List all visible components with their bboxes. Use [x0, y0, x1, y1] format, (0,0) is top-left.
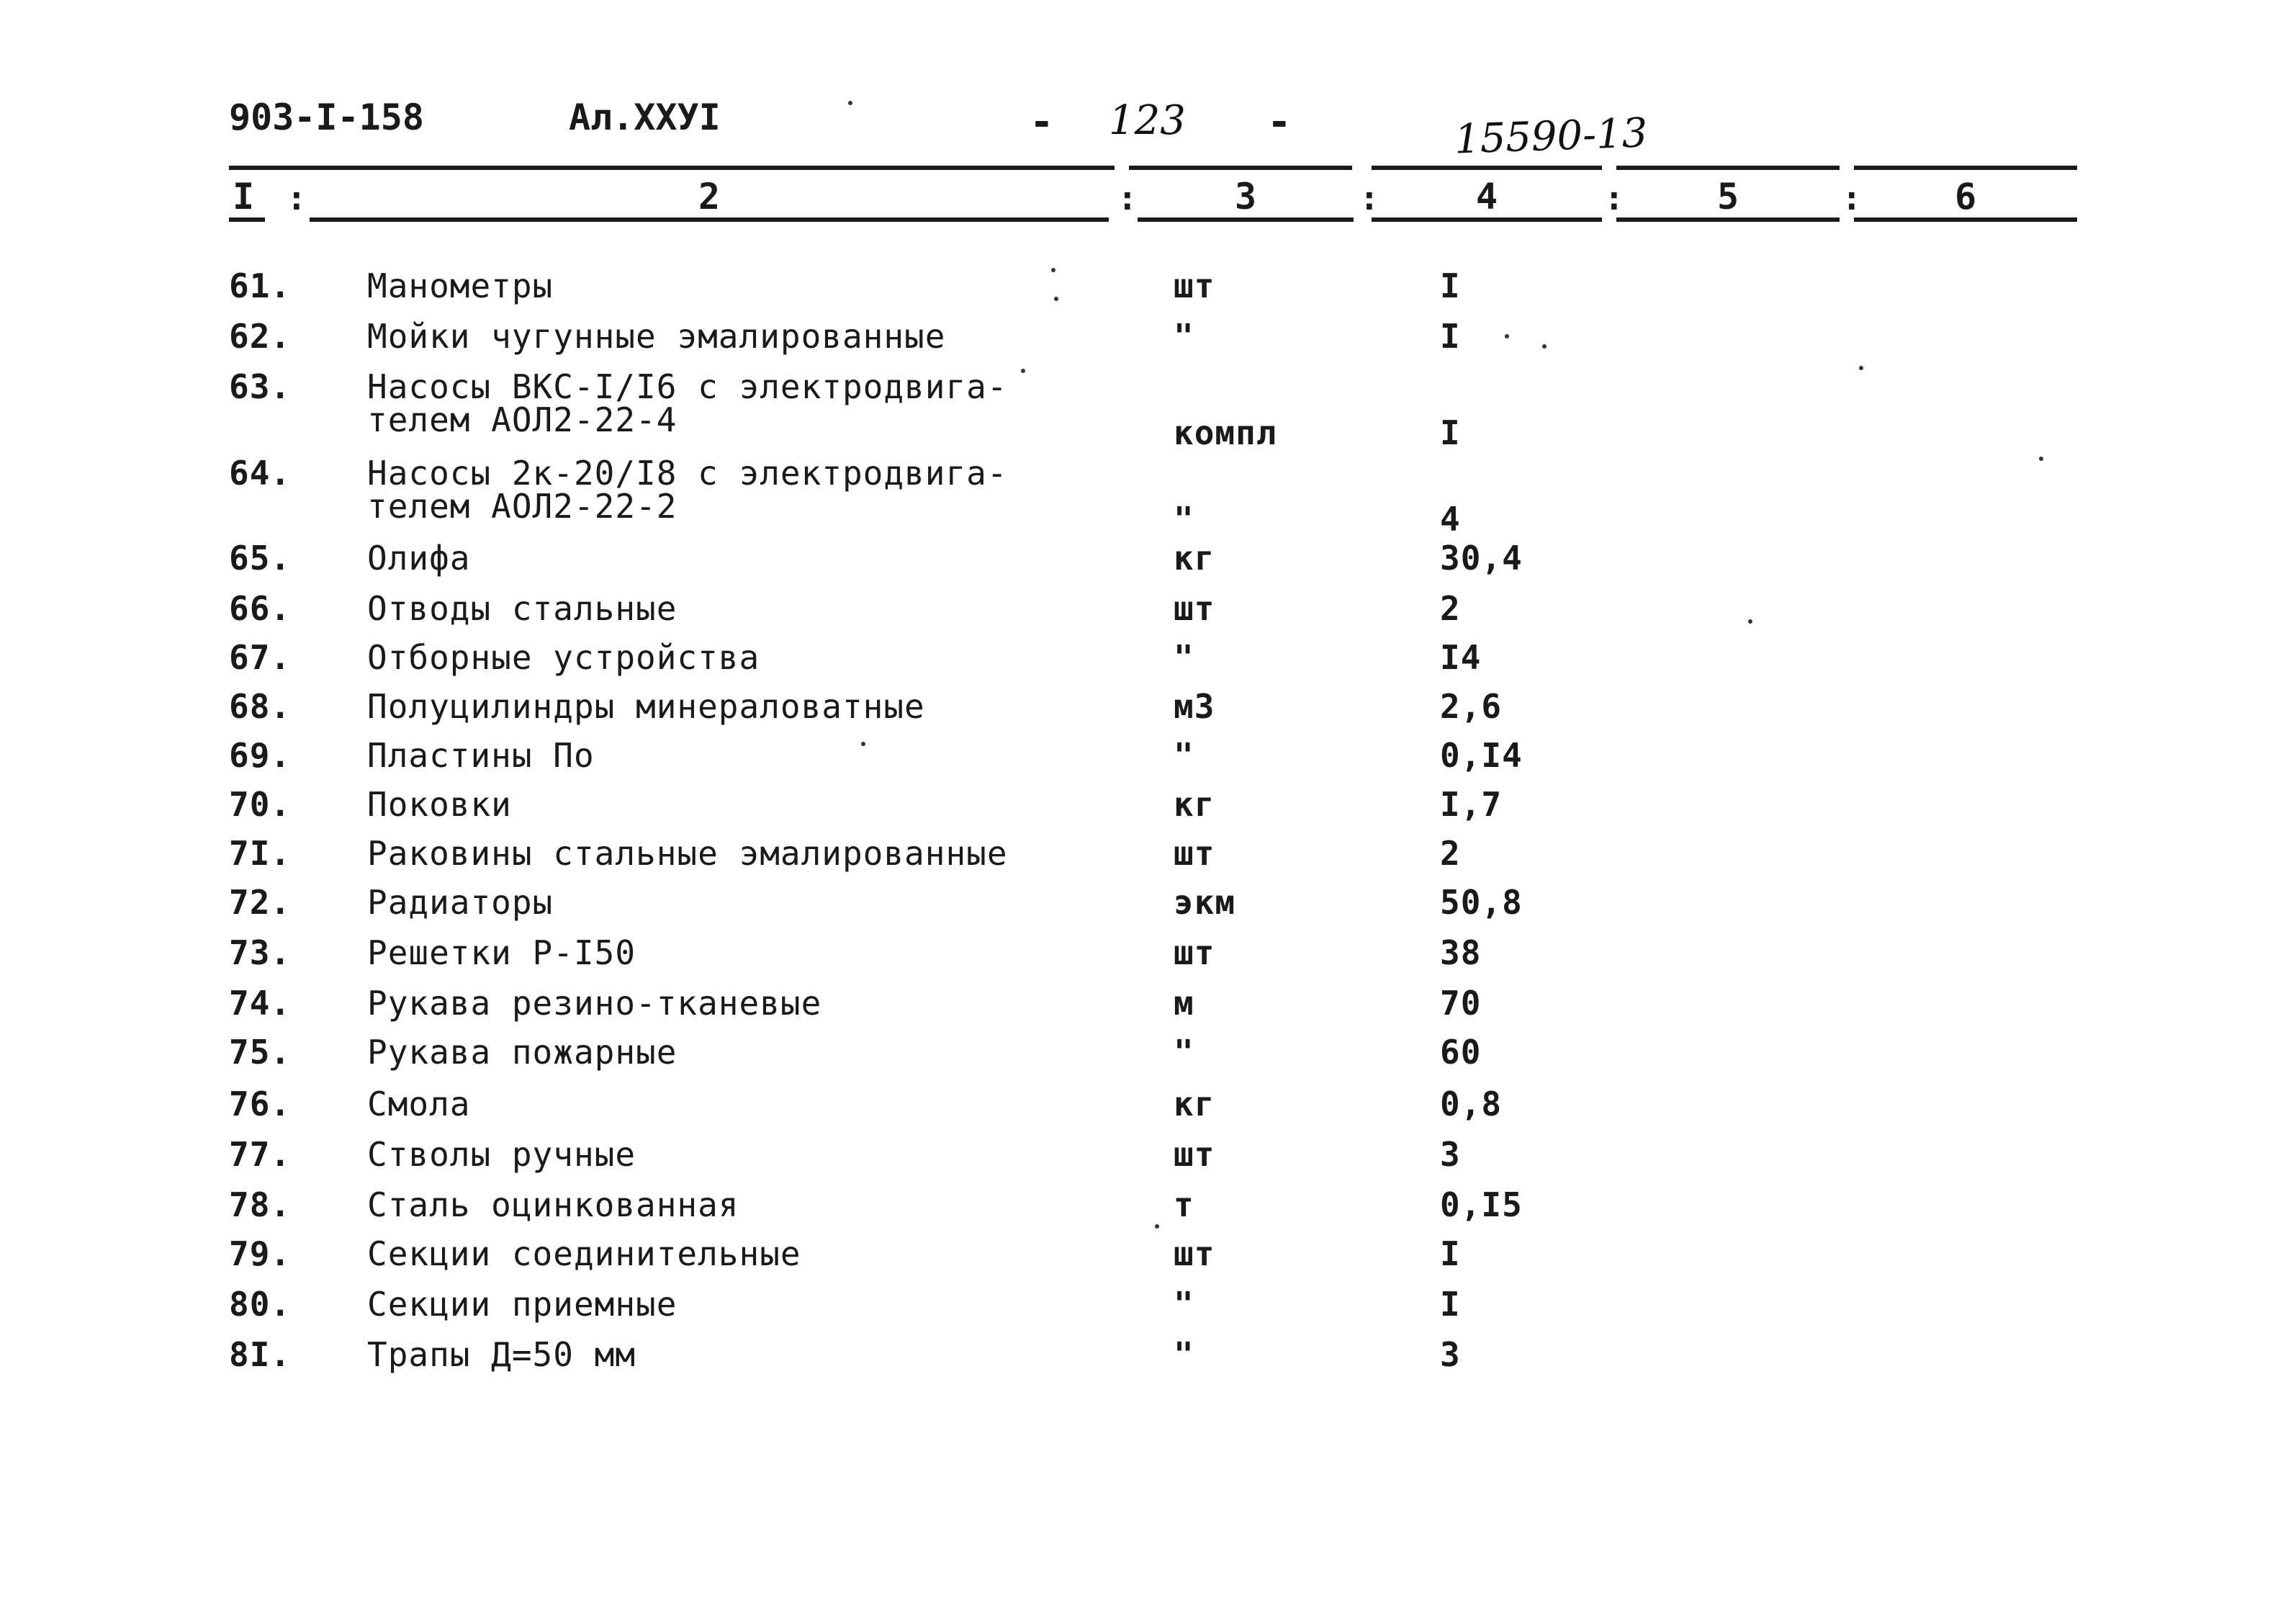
- item-name: Полуцилиндры минераловатные: [367, 687, 925, 726]
- item-name: Поковки: [367, 785, 512, 824]
- row-number: 70.: [229, 785, 292, 824]
- row-number: 76.: [229, 1085, 292, 1123]
- row-number: 64.: [229, 454, 292, 493]
- table-row: [0, 317, 2296, 370]
- column-separator: :: [1117, 179, 1138, 217]
- item-quantity: 38: [1440, 933, 1482, 972]
- item-unit: ": [1174, 317, 1194, 356]
- item-quantity: I,7: [1440, 785, 1503, 824]
- row-number: 66.: [229, 589, 292, 628]
- item-name: Радиаторы: [367, 883, 554, 922]
- row-number: 8I.: [229, 1335, 292, 1374]
- row-number: 62.: [229, 317, 292, 356]
- column-header-6: 6: [1954, 176, 1977, 217]
- header-bottom-rule: [1372, 217, 1602, 222]
- item-unit: ": [1174, 500, 1194, 539]
- item-quantity: 0,I5: [1440, 1185, 1523, 1224]
- item-quantity: 4: [1440, 500, 1461, 539]
- table-row: [0, 1234, 2296, 1288]
- header-bottom-rule: [229, 217, 265, 222]
- table-row: [0, 266, 2296, 320]
- table-row: [0, 454, 2296, 550]
- item-unit: шт: [1174, 933, 1215, 972]
- row-number: 75.: [229, 1033, 292, 1072]
- item-name: Отборные устройства: [367, 638, 760, 677]
- row-number: 77.: [229, 1135, 292, 1174]
- item-name: Пластины По: [367, 736, 595, 775]
- item-unit: шт: [1174, 1234, 1215, 1273]
- item-name: Мойки чугунные эмалированные: [367, 317, 946, 356]
- item-quantity: 70: [1440, 984, 1482, 1023]
- item-unit: компл: [1174, 413, 1277, 452]
- item-unit: кг: [1174, 785, 1215, 824]
- header-bottom-rule: [310, 217, 1109, 222]
- item-name: Олифа: [367, 539, 471, 578]
- item-unit: м: [1174, 984, 1194, 1023]
- item-unit: ": [1174, 638, 1194, 677]
- item-unit: шт: [1174, 834, 1215, 873]
- row-number: 80.: [229, 1285, 292, 1324]
- column-header-2: 2: [698, 176, 721, 217]
- column-separator: :: [287, 179, 307, 217]
- table-row: [0, 687, 2296, 740]
- column-header-1: I: [232, 176, 255, 217]
- item-quantity: 3: [1440, 1335, 1461, 1374]
- item-name: Секции приемные: [367, 1285, 677, 1324]
- table-row: [0, 539, 2296, 592]
- table-row: [0, 883, 2296, 936]
- column-separator: :: [1604, 179, 1624, 217]
- table-row: [0, 1135, 2296, 1188]
- row-number: 73.: [229, 933, 292, 972]
- item-name: Трапы Д=50 мм: [367, 1335, 636, 1374]
- item-name: Насосы ВКС-I/I6 с электродвига- телем АОЛ2-22-4: [367, 367, 1008, 439]
- table-row: [0, 984, 2296, 1037]
- item-name: Смола: [367, 1085, 471, 1123]
- item-unit: шт: [1174, 266, 1215, 305]
- row-number: 67.: [229, 638, 292, 677]
- item-quantity: I: [1440, 1234, 1461, 1273]
- document-code: 903-I-158: [229, 96, 424, 138]
- scan-speck: [1051, 268, 1055, 272]
- item-quantity: I: [1440, 1285, 1461, 1324]
- item-quantity: 2,6: [1440, 687, 1503, 726]
- header-top-rule: [229, 166, 1115, 170]
- item-name: Секции соединительные: [367, 1234, 801, 1273]
- table-row: [0, 834, 2296, 887]
- row-number: 7I.: [229, 834, 292, 873]
- column-separator: :: [1359, 179, 1379, 217]
- item-unit: ": [1174, 736, 1194, 775]
- item-quantity: 60: [1440, 1033, 1482, 1072]
- scan-speck: [2039, 457, 2043, 461]
- item-quantity: I: [1440, 317, 1461, 356]
- item-quantity: 3: [1440, 1135, 1461, 1174]
- column-header-3: 3: [1234, 176, 1257, 217]
- header-top-rule: [1372, 166, 1602, 170]
- row-number: 68.: [229, 687, 292, 726]
- scan-speck: [848, 101, 852, 105]
- table-row: [0, 638, 2296, 691]
- scan-speck: [1054, 297, 1058, 301]
- item-unit: ": [1174, 1285, 1194, 1324]
- table-row: [0, 1185, 2296, 1239]
- item-quantity: 2: [1440, 834, 1461, 873]
- page-number: 123: [1109, 97, 1186, 144]
- column-separator: :: [1842, 179, 1862, 217]
- table-row: [0, 933, 2296, 987]
- header-bottom-rule: [1854, 217, 2077, 222]
- item-unit: м3: [1174, 687, 1215, 726]
- page-number-dash-right: -: [1267, 99, 1292, 145]
- item-quantity: 0,I4: [1440, 736, 1523, 775]
- scan-speck: [1859, 366, 1863, 370]
- scan-speck: [1542, 344, 1547, 349]
- item-unit: кг: [1174, 1085, 1215, 1123]
- row-number: 69.: [229, 736, 292, 775]
- header-top-rule: [1616, 166, 1840, 170]
- item-unit: кг: [1174, 539, 1215, 578]
- header-bottom-rule: [1138, 217, 1354, 222]
- item-name: Отводы стальные: [367, 589, 677, 628]
- header-bottom-rule: [1616, 217, 1840, 222]
- row-number: 78.: [229, 1185, 292, 1224]
- row-number: 65.: [229, 539, 292, 578]
- item-unit: т: [1174, 1185, 1194, 1224]
- table-row: [0, 1335, 2296, 1388]
- item-name: Стволы ручные: [367, 1135, 636, 1174]
- column-header-4: 4: [1475, 176, 1498, 217]
- item-unit: ": [1174, 1335, 1194, 1374]
- item-name: Насосы 2к-20/I8 с электродвига- телем АОЛ2-22-2: [367, 454, 1008, 526]
- inventory-code: 15590-13: [1453, 109, 1649, 163]
- scan-speck: [861, 742, 865, 746]
- table-row: [0, 785, 2296, 838]
- row-number: 63.: [229, 367, 292, 406]
- item-quantity: 50,8: [1440, 883, 1523, 922]
- item-quantity: I: [1440, 413, 1461, 452]
- item-quantity: I4: [1440, 638, 1482, 677]
- item-unit: шт: [1174, 589, 1215, 628]
- row-number: 61.: [229, 266, 292, 305]
- scan-speck: [1748, 619, 1752, 624]
- item-quantity: I: [1440, 266, 1461, 305]
- table-row: [0, 367, 2296, 464]
- scan-speck: [1155, 1224, 1159, 1229]
- item-name: Сталь оцинкованная: [367, 1185, 739, 1224]
- item-name: Манометры: [367, 266, 554, 305]
- item-unit: ": [1174, 1033, 1194, 1072]
- album-number: Ал.XXУI: [569, 96, 721, 138]
- item-name: Рукава пожарные: [367, 1033, 677, 1072]
- item-unit: экм: [1174, 883, 1236, 922]
- table-row: [0, 1033, 2296, 1086]
- item-unit: шт: [1174, 1135, 1215, 1174]
- item-name: Рукава резино-тканевые: [367, 984, 822, 1023]
- item-name: Раковины стальные эмалированные: [367, 834, 1008, 873]
- table-row: [0, 589, 2296, 642]
- column-header-5: 5: [1716, 176, 1739, 217]
- item-name: Решетки Р-I50: [367, 933, 636, 972]
- header-top-rule: [1129, 166, 1352, 170]
- table-row: [0, 1087, 2296, 1138]
- row-number: 74.: [229, 984, 292, 1023]
- scan-speck: [1021, 369, 1025, 373]
- header-top-rule: [1854, 166, 2077, 170]
- item-quantity: 2: [1440, 589, 1461, 628]
- scan-speck: [1505, 334, 1509, 338]
- row-number: 79.: [229, 1234, 292, 1273]
- table-row: [0, 1285, 2296, 1338]
- item-quantity: 30,4: [1440, 539, 1523, 578]
- item-quantity: 0,8: [1440, 1085, 1503, 1123]
- row-number: 72.: [229, 883, 292, 922]
- table-row: [0, 736, 2296, 789]
- page-number-dash-left: -: [1030, 99, 1054, 145]
